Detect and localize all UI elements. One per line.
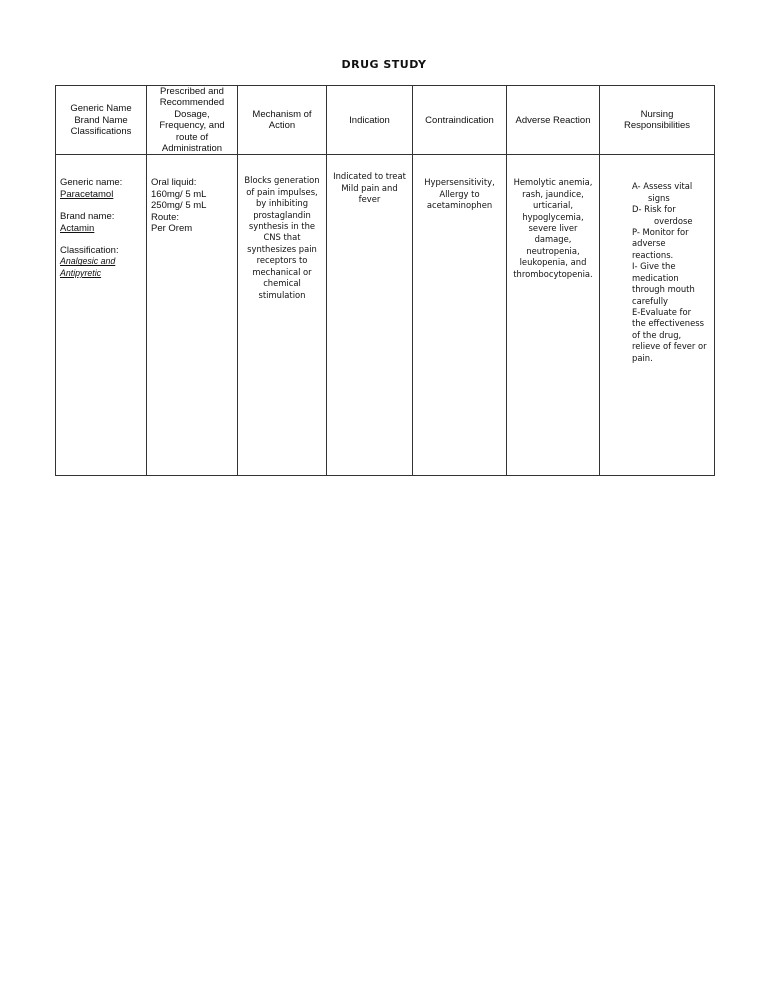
dosage-line: Oral liquid: — [151, 177, 197, 189]
header-indication: Indication — [327, 86, 413, 155]
dosage-line: 250mg/ 5 mL — [151, 200, 207, 212]
nursing-line: medication — [632, 272, 679, 283]
nursing-line: relieve of fever or — [632, 341, 707, 352]
class-value-1: Analgesic and — [60, 256, 116, 267]
nursing-line: carefully — [632, 295, 669, 306]
nursing-line: E-Evaluate for — [632, 306, 692, 317]
page-title: DRUG STUDY — [341, 58, 427, 71]
nursing-line: A- Assess vital — [632, 181, 693, 192]
class-value-2: Antipyretic — [60, 267, 102, 278]
indication-cell — [327, 155, 413, 476]
contraindication-cell — [413, 155, 507, 476]
nursing-line: pain. — [632, 352, 653, 363]
dosage-line: Route: — [151, 211, 179, 223]
nursing-line: the effectiveness — [632, 318, 704, 329]
generic-cell — [56, 155, 147, 476]
adverse-cell — [507, 155, 600, 476]
table-row — [56, 155, 715, 476]
header-contraindication: Contraindication — [413, 86, 507, 155]
nursing-line: D- Risk for — [632, 204, 676, 215]
header-nursing: Nursing Responsibilities — [600, 86, 715, 155]
nursing-line: signs — [648, 192, 670, 203]
nursing-line: reactions. — [632, 249, 674, 260]
mechanism-cell — [238, 155, 327, 476]
nursing-line: of the drug, — [632, 329, 682, 340]
nursing-line: adverse — [632, 238, 666, 249]
generic-value: Paracetamol — [60, 188, 114, 200]
nursing-line: overdose — [654, 215, 693, 226]
header-row — [56, 86, 715, 155]
generic-label: Generic name: — [60, 177, 123, 189]
nursing-line: through mouth — [632, 284, 695, 295]
drug-study-table — [55, 85, 715, 476]
mechanism-text: Blocks generation of pain impulses, by inhibiting prostaglandin synthesis in the CNS that synthesizes pain receptors to mechanical or chemical stimulation — [244, 175, 320, 300]
contraindication-text: Hypersensitivity, Allergy to acetaminophen — [424, 177, 495, 211]
nursing-cell — [600, 155, 715, 476]
header-mechanism: Mechanism of Action — [238, 86, 327, 155]
header-generic: Generic Name Brand Name Classifications — [56, 86, 147, 155]
class-label: Classification: — [60, 245, 119, 257]
dosage-line: Per Orem — [151, 223, 193, 235]
nursing-line: I- Give the — [632, 261, 676, 272]
nursing-line: P- Monitor for — [632, 227, 689, 238]
header-adverse: Adverse Reaction — [507, 86, 600, 155]
header-dosage: Prescribed and Recommended Dosage, Frequency, and route of Administration — [147, 86, 238, 155]
brand-label: Brand name: — [60, 211, 115, 223]
adverse-text: Hemolytic anemia, rash, jaundice, urticarial, hypoglycemia, severe liver damage, neutropenia, leukopenia, and thrombocytopenia. — [513, 177, 593, 279]
dosage-cell — [147, 155, 238, 476]
dosage-line: 160mg/ 5 mL — [151, 188, 207, 200]
indication-text: Indicated to treat Mild pain and fever — [333, 171, 406, 205]
brand-value: Actamin — [60, 222, 95, 234]
